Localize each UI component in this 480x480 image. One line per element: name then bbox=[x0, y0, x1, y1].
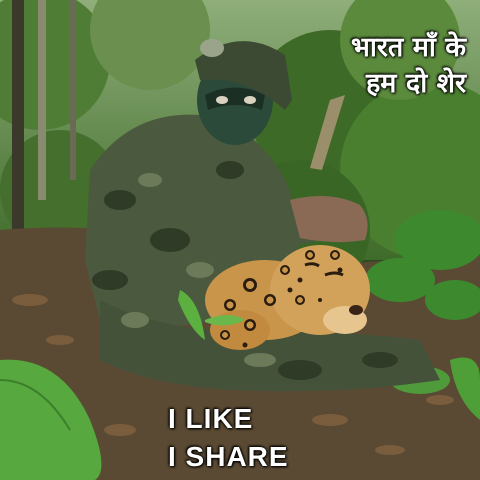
hindi-caption bbox=[306, 30, 466, 102]
hindi-caption-line-2: हम दो शेर bbox=[365, 68, 466, 99]
like-caption: I LIKE bbox=[168, 403, 254, 434]
like-share-caption bbox=[168, 400, 328, 476]
share-caption: I SHARE bbox=[168, 441, 289, 472]
hindi-caption-line-1: भारत माँ के bbox=[350, 32, 466, 63]
